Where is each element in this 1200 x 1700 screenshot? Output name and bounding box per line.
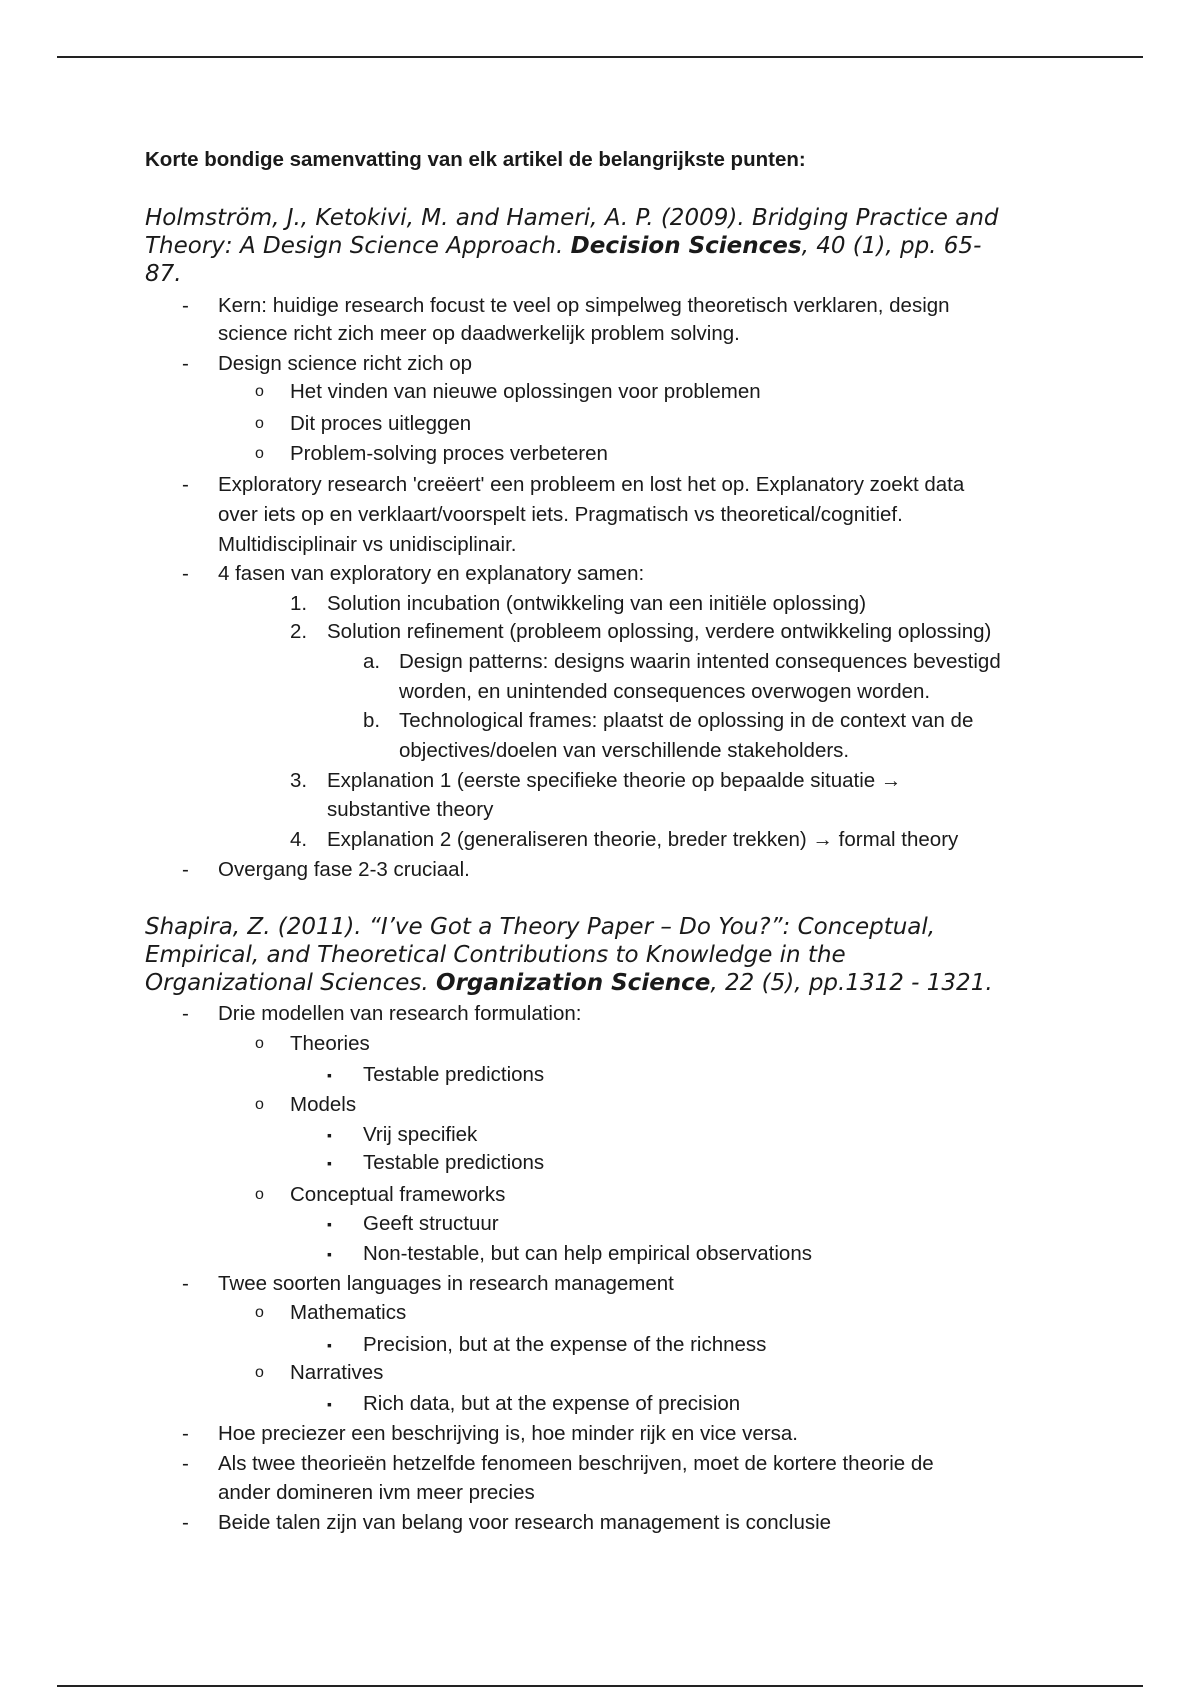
list-item: Explanation 2 (generaliseren theorie, breder trekken) → formal theory [327, 828, 959, 851]
list-item: Design patterns: designs waarin intented consequences bevestigd [399, 650, 1001, 673]
list-item-continued: objectives/doelen van verschillende stakeholders. [399, 739, 850, 762]
journal-name: Decision Sciences [570, 233, 802, 259]
number-marker: 3. [290, 769, 308, 792]
top-rule [57, 56, 1143, 58]
dash-bullet: - [182, 1422, 189, 1445]
square-bullet: ▪ [327, 1337, 332, 1353]
list-item: 4 fasen van exploratory en explanatory samen: [218, 562, 645, 585]
list-item: Vrij specifiek [363, 1123, 478, 1146]
list-item: Testable predictions [363, 1151, 545, 1174]
reference-1-line-3: 87. [145, 261, 182, 287]
list-item-continued: ander domineren ivm meer precies [218, 1481, 535, 1504]
reference-2-line-1: Shapira, Z. (2011). “I’ve Got a Theory Paper – Do You?”: Conceptual, [145, 914, 936, 940]
dash-bullet: - [182, 562, 189, 585]
circle-bullet: o [255, 1096, 264, 1113]
dash-bullet: - [182, 1511, 189, 1534]
list-item-continued: over iets op en verklaart/voorspelt iets. Pragmatisch vs theoretical/cognitief. [218, 503, 903, 526]
number-marker: 2. [290, 620, 308, 643]
square-bullet: ▪ [327, 1067, 332, 1083]
list-item: Conceptual frameworks [290, 1183, 506, 1206]
list-item-continued: science richt zich meer op daadwerkelijk problem solving. [218, 322, 740, 345]
reference-2-line-2: Empirical, and Theoretical Contributions to Knowledge in the [145, 942, 846, 968]
list-item: Problem-solving proces verbeteren [290, 442, 608, 465]
list-item: Theories [290, 1032, 370, 1055]
list-item: Drie modellen van research formulation: [218, 1002, 582, 1025]
letter-marker: b. [363, 709, 381, 732]
dash-bullet: - [182, 858, 189, 881]
list-item: Testable predictions [363, 1063, 545, 1086]
list-item-continued: substantive theory [327, 798, 494, 821]
reference-1-line-2: Theory: A Design Science Approach. Decision Sciences, 40 (1), pp. 65- [145, 233, 982, 259]
list-item: Hoe preciezer een beschrijving is, hoe minder rijk en vice versa. [218, 1422, 798, 1445]
list-item: Mathematics [290, 1301, 407, 1324]
dash-bullet: - [182, 294, 189, 317]
dash-bullet: - [182, 473, 189, 496]
list-item: Geeft structuur [363, 1212, 499, 1235]
reference-2-line-3: Organizational Sciences. Organization Science, 22 (5), pp.1312 - 1321. [145, 970, 993, 996]
list-item-continued: worden, en unintended consequences overwogen worden. [399, 680, 931, 703]
dash-bullet: - [182, 352, 189, 375]
list-item: Dit proces uitleggen [290, 412, 472, 435]
dash-bullet: - [182, 1452, 189, 1475]
summary-heading: Korte bondige samenvatting van elk artikel de belangrijkste punten: [145, 148, 806, 171]
list-item: Technological frames: plaatst de oplossing in de context van de [399, 709, 974, 732]
list-item: Solution refinement (probleem oplossing, verdere ontwikkeling oplossing) [327, 620, 992, 643]
dash-bullet: - [182, 1272, 189, 1295]
square-bullet: ▪ [327, 1155, 332, 1171]
list-item: Solution incubation (ontwikkeling van een initiële oplossing) [327, 592, 867, 615]
circle-bullet: o [255, 445, 264, 462]
circle-bullet: o [255, 1304, 264, 1321]
list-item: Rich data, but at the expense of precision [363, 1392, 741, 1415]
list-item: Explanation 1 (eerste specifieke theorie op bepaalde situatie → [327, 769, 902, 792]
square-bullet: ▪ [327, 1396, 332, 1412]
reference-1-line-1: Holmström, J., Ketokivi, M. and Hameri, A. P. (2009). Bridging Practice and [145, 205, 999, 231]
list-item: Non-testable, but can help empirical observations [363, 1242, 812, 1265]
circle-bullet: o [255, 415, 264, 432]
list-item: Overgang fase 2-3 cruciaal. [218, 858, 470, 881]
list-item: Models [290, 1093, 357, 1116]
dash-bullet: - [182, 1002, 189, 1025]
list-item: Exploratory research 'creëert' een probleem en lost het op. Explanatory zoekt data [218, 473, 965, 496]
list-item: Twee soorten languages in research management [218, 1272, 674, 1295]
list-item: Het vinden van nieuwe oplossingen voor problemen [290, 380, 761, 403]
circle-bullet: o [255, 1035, 264, 1052]
list-item-continued: Multidisciplinair vs unidisciplinair. [218, 533, 517, 556]
list-item: Kern: huidige research focust te veel op simpelweg theoretisch verklaren, design [218, 294, 950, 317]
list-item: Narratives [290, 1361, 384, 1384]
letter-marker: a. [363, 650, 381, 673]
circle-bullet: o [255, 1186, 264, 1203]
bottom-rule [57, 1685, 1143, 1687]
square-bullet: ▪ [327, 1216, 332, 1232]
list-item: Design science richt zich op [218, 352, 473, 375]
journal-name: Organization Science [436, 970, 711, 996]
list-item: Precision, but at the expense of the richness [363, 1333, 767, 1356]
number-marker: 4. [290, 828, 308, 851]
list-item: Beide talen zijn van belang voor research management is conclusie [218, 1511, 832, 1534]
circle-bullet: o [255, 1364, 264, 1381]
number-marker: 1. [290, 592, 308, 615]
square-bullet: ▪ [327, 1246, 332, 1262]
circle-bullet: o [255, 383, 264, 400]
square-bullet: ▪ [327, 1127, 332, 1143]
list-item: Als twee theorieën hetzelfde fenomeen beschrijven, moet de kortere theorie de [218, 1452, 934, 1475]
